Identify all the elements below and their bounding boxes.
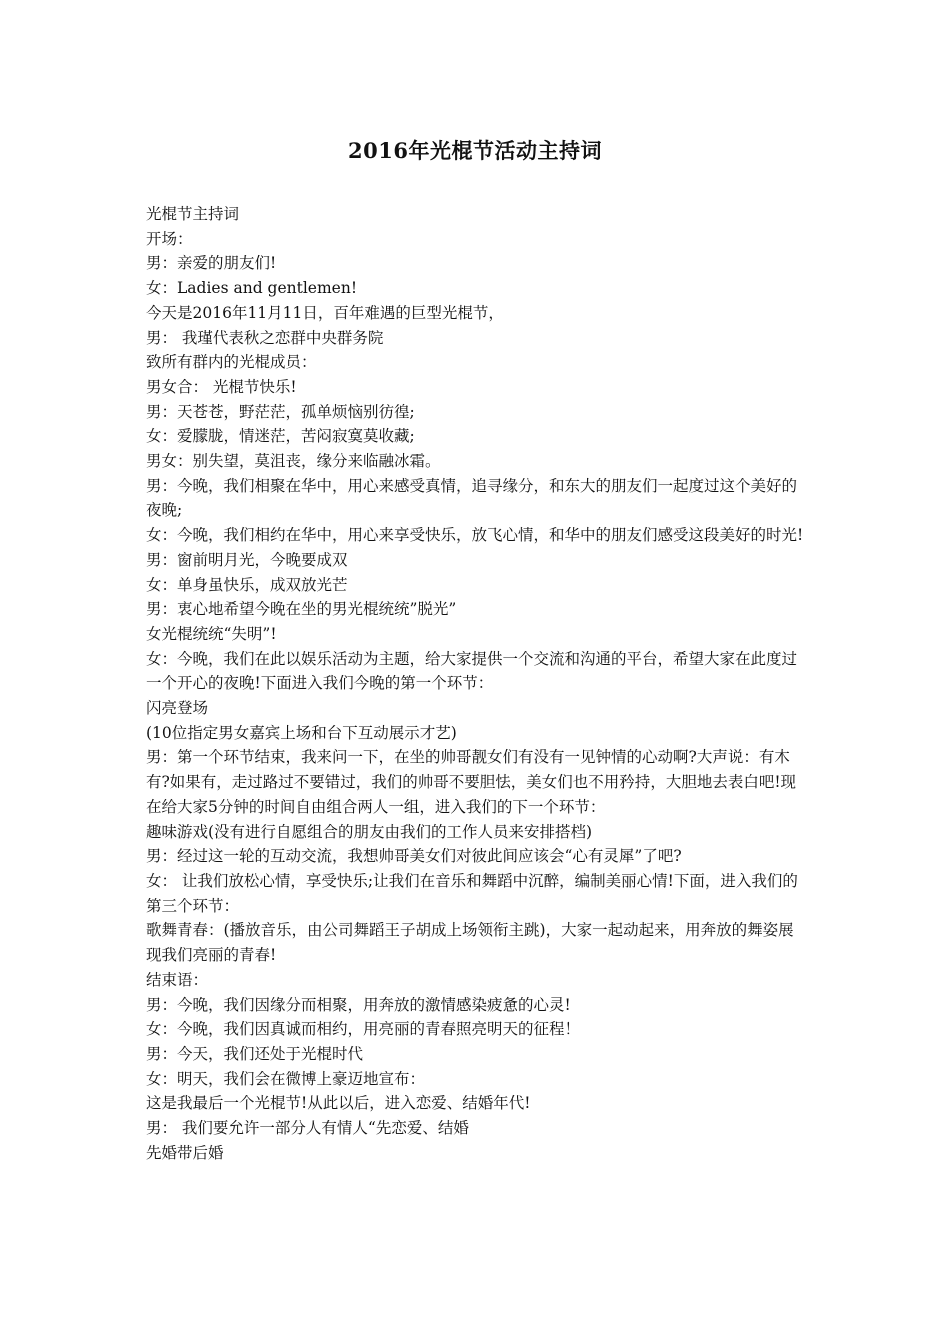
body-paragraph: 男：今晚，我们因缘分而相聚，用奔放的激情感染疲惫的心灵! [146,995,571,1014]
body-paragraph: 女：明天，我们会在微博上豪迈地宣布： [146,1069,426,1088]
body-paragraph: 女：单身虽快乐，成双放光芒 [146,575,348,594]
body-paragraph: 男：今天，我们还处于光棍时代 [146,1044,364,1063]
body-paragraph: 结束语： [146,970,209,989]
body-paragraph: 男： 我瑾代表秋之恋群中央群务院 [146,328,384,347]
body-paragraph: 开场： [146,229,193,248]
body-paragraph: 男：第一个环节结束，我来问一下，在坐的帅哥靓女们有没有一见钟情的心动啊?大声说：有木有?如果有，走过路过不要错过，我们的帅哥不要胆怯，美女们也不用矜持，大胆地去表白吧!现在给大家5分钟的时间自由组合两人一组，进入我们的下一个环节： [146,748,797,816]
document-body [146,202,806,1165]
body-paragraph: 女光棍统统“失明”! [146,624,277,643]
body-paragraph: 歌舞青春：(播放音乐，由公司舞蹈王子胡成上场领衔主跳)，大家一起动起来，用奔放的舞姿展现我们亮丽的青春! [146,921,794,965]
body-paragraph: 女：Ladies and gentlemen! [146,279,358,298]
body-paragraph: 男：衷心地希望今晚在坐的男光棍统统”脱光” [146,600,457,619]
body-paragraph: 先婚带后婚 [146,1143,224,1162]
body-paragraph: 趣味游戏(没有进行自愿组合的朋友由我们的工作人员来安排搭档) [146,822,593,841]
body-paragraph: (10位指定男女嘉宾上场和台下互动展示才艺) [146,723,457,742]
body-paragraph: 女：今晚，我们相约在华中，用心来享受快乐，放飞心情，和华中的朋友们感受这段美好的时光! [146,526,804,545]
body-paragraph: 女：爱朦胧，情迷茫，苦闷寂寞莫收藏; [146,427,415,446]
body-paragraph: 女：今晚，我们在此以娱乐活动为主题，给大家提供一个交流和沟通的平台，希望大家在此度过一个开心的夜晚!下面进入我们今晚的第一个环节： [146,649,798,693]
body-paragraph: 男：经过这一轮的互动交流，我想帅哥美女们对彼此间应该会“心有灵犀”了吧? [146,847,682,866]
body-paragraph: 这是我最后一个光棍节!从此以后，进入恋爱、结婚年代! [146,1094,531,1113]
document-title: 2016年光棍节活动主持词 [348,138,602,163]
body-paragraph: 致所有群内的光棍成员： [146,353,317,372]
body-paragraph: 男：天苍苍，野茫茫，孤单烦恼别彷徨; [146,402,415,421]
body-paragraph: 男： 我们要允许一部分人有情人“先恋爱、结婚 [146,1119,469,1138]
body-paragraph: 男女合： 光棍节快乐! [146,377,297,396]
body-paragraph: 男：亲爱的朋友们! [146,254,277,273]
body-paragraph: 男女：别失望，莫沮丧，缘分来临融冰霜。 [146,452,441,471]
body-paragraph: 光棍节主持词 [146,205,240,223]
body-paragraph: 女： 让我们放松心情，享受快乐;让我们在音乐和舞蹈中沉醉，编制美丽心情!下面，进入我们的第三个环节： [146,871,798,915]
body-paragraph: 今天是2016年11月11日，百年难遇的巨型光棍节， [146,303,504,322]
body-paragraph: 男：窗前明月光，今晚要成双 [146,550,348,569]
body-paragraph: 男：今晚，我们相聚在华中，用心来感受真情，追寻缘分，和东大的朋友们一起度过这个美好的夜晚; [146,476,798,520]
body-paragraph: 闪亮登场 [146,699,209,718]
body-paragraph: 女：今晚，我们因真诚而相约，用亮丽的青春照亮明天的征程！ [146,1020,581,1039]
